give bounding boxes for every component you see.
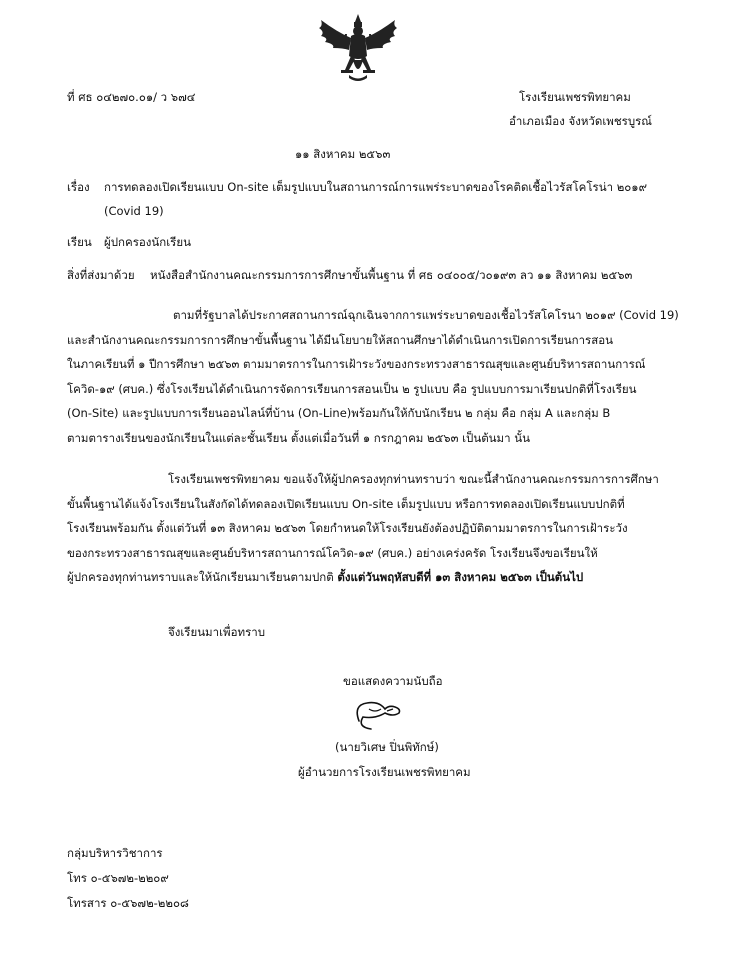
signatory-position: ผู้อำนวยการโรงเรียนเพชรพิทยาคม — [298, 765, 471, 779]
signatory-name: (นายวิเศษ ปิ่นพิทักษ์) — [335, 740, 439, 754]
subject-text-line2: (Covid 19) — [104, 204, 164, 218]
closing-line: จึงเรียนมาเพื่อทราบ — [168, 625, 266, 639]
body-paragraph-2 — [67, 471, 697, 594]
paragraph-line: โควิด-๑๙ (ศบค.) ซึ่งโรงเรียนได้ดำเนินการจัดการเรียนการสอนเป็น ๒ รูปแบบ คือ รูปแบบการมาเรียนปกติที่โรงเรียน — [67, 381, 637, 396]
subject-label: เรื่อง — [67, 180, 90, 194]
paragraph-line: ของกระทรวงสาธารณสุขและศูนย์บริหารสถานการณ์โควิด-๑๙ (ศบค.) อย่างเคร่งครัด โรงเรียนจึงขอเรียนให้ — [67, 545, 598, 560]
paragraph-line: ในภาคเรียนที่ ๑ ปีการศึกษา ๒๕๖๓ ตามมาตรการในการเฝ้าระวังของกระทรวงสาธารณสุขและศูนย์บริหารสถานการณ์ — [67, 357, 646, 371]
paragraph-line-last — [67, 569, 697, 594]
body-paragraph-1 — [67, 307, 697, 454]
school-address: อำเภอเมือง จังหวัดเพชรบูรณ์ — [509, 114, 652, 128]
paragraph-line: (On-Site) และรูปแบบการเรียนออนไลน์ที่บ้าน (On-Line)พร้อมกันให้กับนักเรียน ๒ กลุ่ม คือ กลุ่ม A และกลุ่ม B — [67, 406, 611, 420]
paragraph-line: ตามที่รัฐบาลได้ประกาศสถานการณ์ฉุกเฉินจากการแพร่ระบาดของเชื้อไวรัสโคโรนา ๒๐๑๙ (Covid 19) — [173, 308, 679, 322]
footer-phone: โทร ๐-๕๖๗๒-๒๒๐๙ — [67, 871, 169, 885]
signature-salutation: ขอแสดงความนับถือ — [343, 674, 443, 688]
letter-date: ๑๑ สิงหาคม ๒๕๖๓ — [295, 147, 391, 161]
enclosure-text: หนังสือสำนักงานคณะกรรมการการศึกษาขั้นพื้นฐาน ที่ ศธ ๐๔๐๐๕/ว๐๑๙๓ ลว ๑๑ สิงหาคม ๒๕๖๓ — [150, 268, 633, 282]
paragraph-line: และสำนักงานคณะกรรมการการศึกษาขั้นพื้นฐาน ได้มีนโยบายให้สถานศึกษาได้ดำเนินการเปิดการเรียนการสอน — [67, 332, 614, 347]
paragraph-line: โรงเรียนเพชรพิทยาคม ขอแจ้งให้ผู้ปกครองทุกท่านทราบว่า ขณะนี้สำนักงานคณะกรรมการการศึกษา — [168, 472, 659, 486]
paragraph-last-bold-date: ตั้งแต่วันพฤหัสบดีที่ ๑๓ สิงหาคม ๒๕๖๓ เป็นต้นไป — [337, 570, 584, 584]
handwritten-signature-icon — [345, 695, 415, 735]
garuda-emblem-icon — [313, 12, 403, 84]
paragraph-line: ขั้นพื้นฐานได้แจ้งโรงเรียนในสังกัดได้ทดลองเปิดเรียนแบบ On-site เต็มรูปแบบ หรือการทดลองเปิดเรียนแบบปกติที่ — [67, 496, 625, 511]
footer-fax: โทรสาร ๐-๕๖๗๒-๒๒๐๘ — [67, 896, 189, 910]
footer-department: กลุ่มบริหารวิชาการ — [67, 846, 163, 860]
recipient-text: ผู้ปกครองนักเรียน — [104, 235, 191, 249]
paragraph-last-normal: ผู้ปกครองทุกท่านทราบและให้นักเรียนมาเรียนตามปกติ — [67, 570, 334, 584]
enclosure-label: สิ่งที่ส่งมาด้วย — [67, 268, 135, 282]
paragraph-line: ตามตารางเรียนของนักเรียนในแต่ละชั้นเรียน ตั้งแต่เมื่อวันที่ ๑ กรกฎาคม ๒๕๖๓ เป็นต้นมา นั้น — [67, 430, 530, 445]
school-name: โรงเรียนเพชรพิทยาคม — [519, 90, 631, 104]
recipient-label: เรียน — [67, 235, 92, 249]
paragraph-line: โรงเรียนพร้อมกัน ตั้งแต่วันที่ ๑๓ สิงหาคม ๒๕๖๓ โดยกำหนดให้โรงเรียนยังต้องปฏิบัติตามมาตรการในการเฝ้าระวัง — [67, 521, 628, 535]
reference-number: ที่ ศธ ๐๔๒๗๐.๐๑/ ว ๖๗๔ — [67, 90, 196, 104]
subject-text-line1: การทดลองเปิดเรียนแบบ On-site เต็มรูปแบบในสถานการณ์การแพร่ระบาดของโรคติดเชื้อไวรัสโคโรน่า ๒๐๑๙ — [104, 180, 648, 194]
